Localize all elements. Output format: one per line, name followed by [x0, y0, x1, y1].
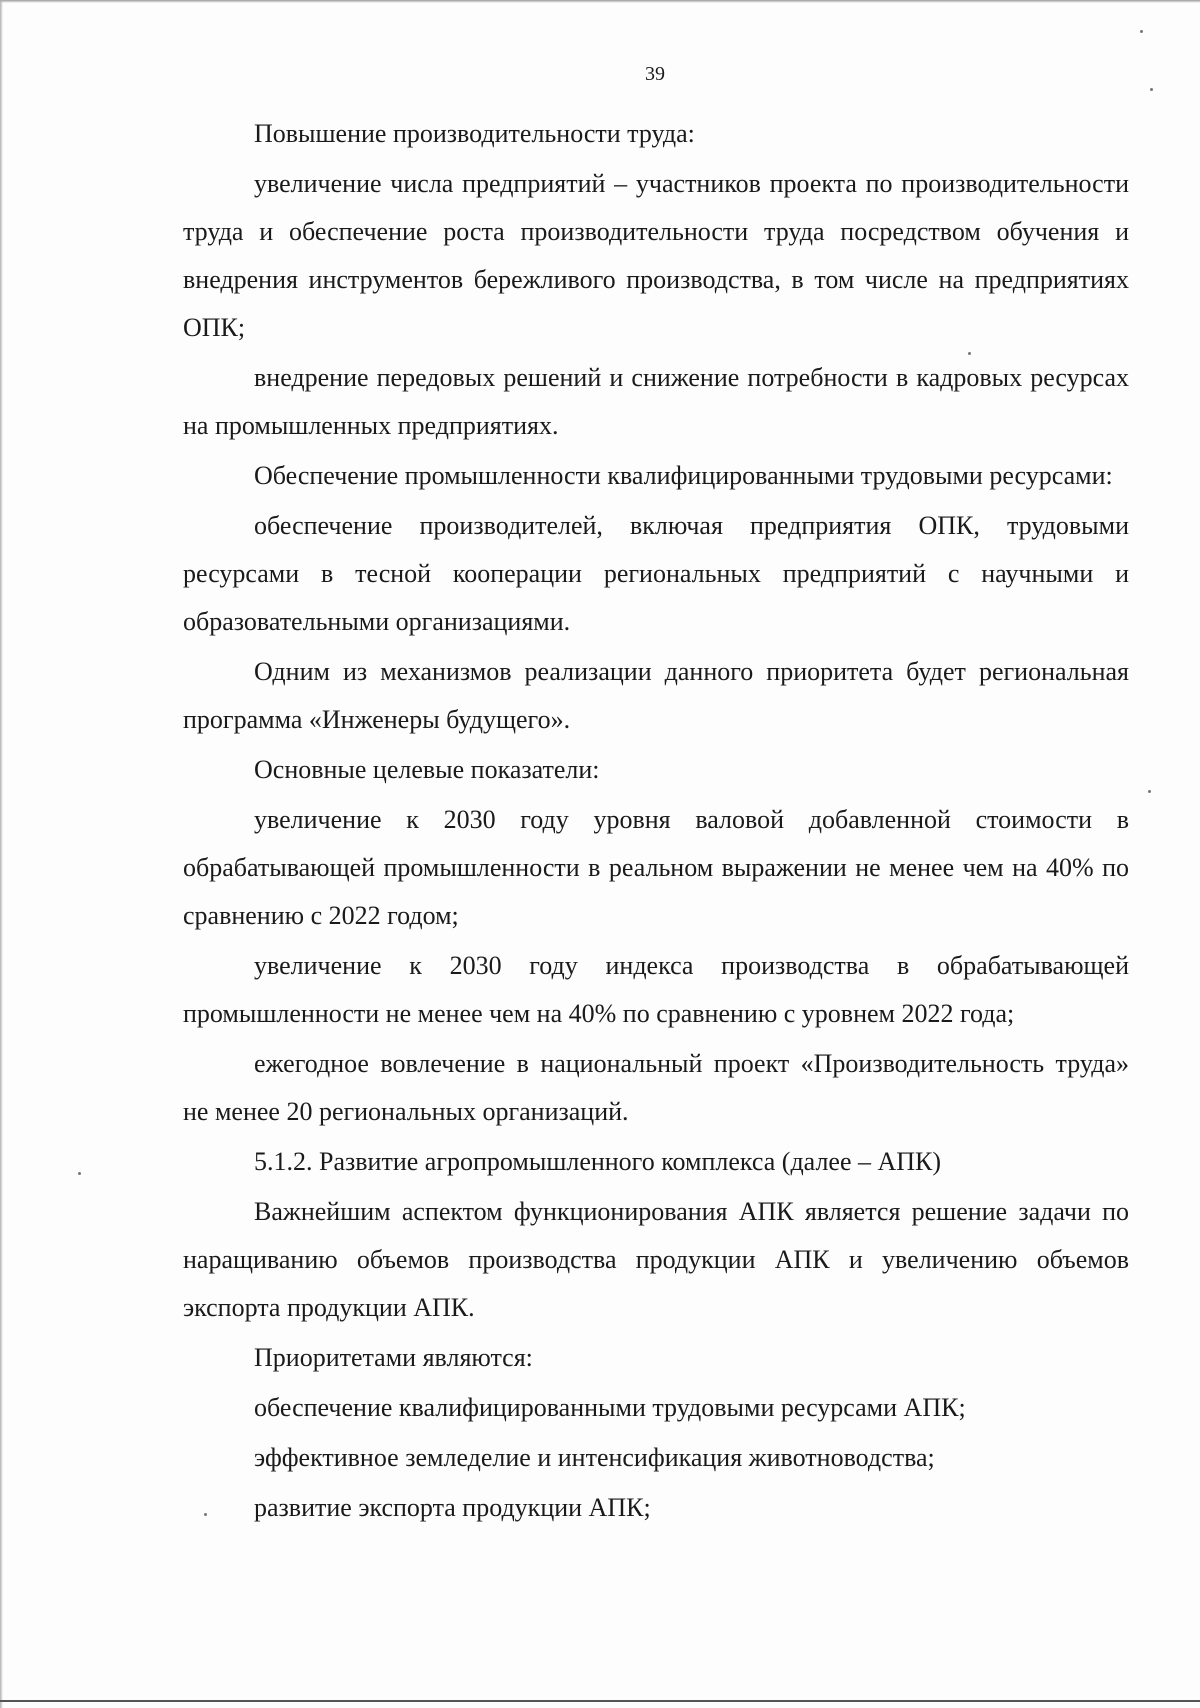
section-heading-agro-complex: 5.1.2. Развитие агропромышленного комплекса (далее – АПК) — [254, 1147, 942, 1176]
paragraph-gross-value-added: увеличение к 2030 году уровня валовой добавленной стоимости в обрабатывающей промышленности в реальном выражении не менее чем на 40% по сравнению с 2022 годом; — [183, 805, 1129, 930]
paragraph-advanced-solutions: внедрение передовых решений и снижение потребности в кадровых ресурсах на промышленных предприятиях. — [183, 363, 1129, 440]
paragraph-national-project: ежегодное вовлечение в национальный проект «Производительность труда» не менее 20 региональных организаций. — [183, 1049, 1129, 1126]
paragraph-labor-productivity-heading: Повышение производительности труда: — [254, 119, 695, 148]
scan-speck — [968, 352, 971, 355]
scan-speck — [1148, 790, 1151, 793]
document-body — [183, 110, 1129, 1532]
scan-speck — [204, 1513, 207, 1516]
scan-speck — [78, 1172, 81, 1175]
paragraph-provision-producers: обеспечение производителей, включая предприятия ОПК, трудовыми ресурсами в тесной кооперации региональных предприятий с научными и образовательными организациями. — [183, 511, 1129, 636]
paragraph-qualified-labor-heading: Обеспечение промышленности квалифицированными трудовыми ресурсами: — [254, 461, 1113, 490]
paragraph-priority-export: развитие экспорта продукции АПК; — [254, 1493, 651, 1522]
paragraph-agro-key-aspect: Важнейшим аспектом функционирования АПК является решение задачи по наращиванию объемов производства продукции АПК и увеличению объемов экспорта продукции АПК. — [183, 1197, 1129, 1322]
paragraph-production-index: увеличение к 2030 году индекса производства в обрабатывающей промышленности не менее чем на 40% по сравнению с уровнем 2022 года; — [183, 951, 1129, 1028]
scan-edge-left — [0, 0, 3, 1708]
paragraph-priorities-heading: Приоритетами являются: — [254, 1343, 533, 1372]
scan-speck — [1140, 30, 1143, 33]
paragraph-priority-qualified-labor: обеспечение квалифицированными трудовыми ресурсами АПК; — [254, 1393, 966, 1422]
scan-edge-top — [0, 0, 1200, 3]
paragraph-target-indicators-heading: Основные целевые показатели: — [254, 755, 600, 784]
paragraph-increase-enterprises: увеличение числа предприятий – участников проекта по производительности труда и обеспечение роста производительности труда посредством обучения и внедрения инструментов бережливого производства, в том числе на предприятиях ОПК; — [183, 169, 1129, 342]
scan-edge-bottom — [0, 1700, 1200, 1702]
paragraph-engineers-of-future: Одним из механизмов реализации данного приоритета будет региональная программа «Инженеры будущего». — [183, 657, 1129, 734]
paragraph-priority-farming: эффективное земледелие и интенсификация животноводства; — [254, 1443, 935, 1472]
scan-speck — [1150, 88, 1153, 91]
page-number: 39 — [645, 63, 665, 85]
